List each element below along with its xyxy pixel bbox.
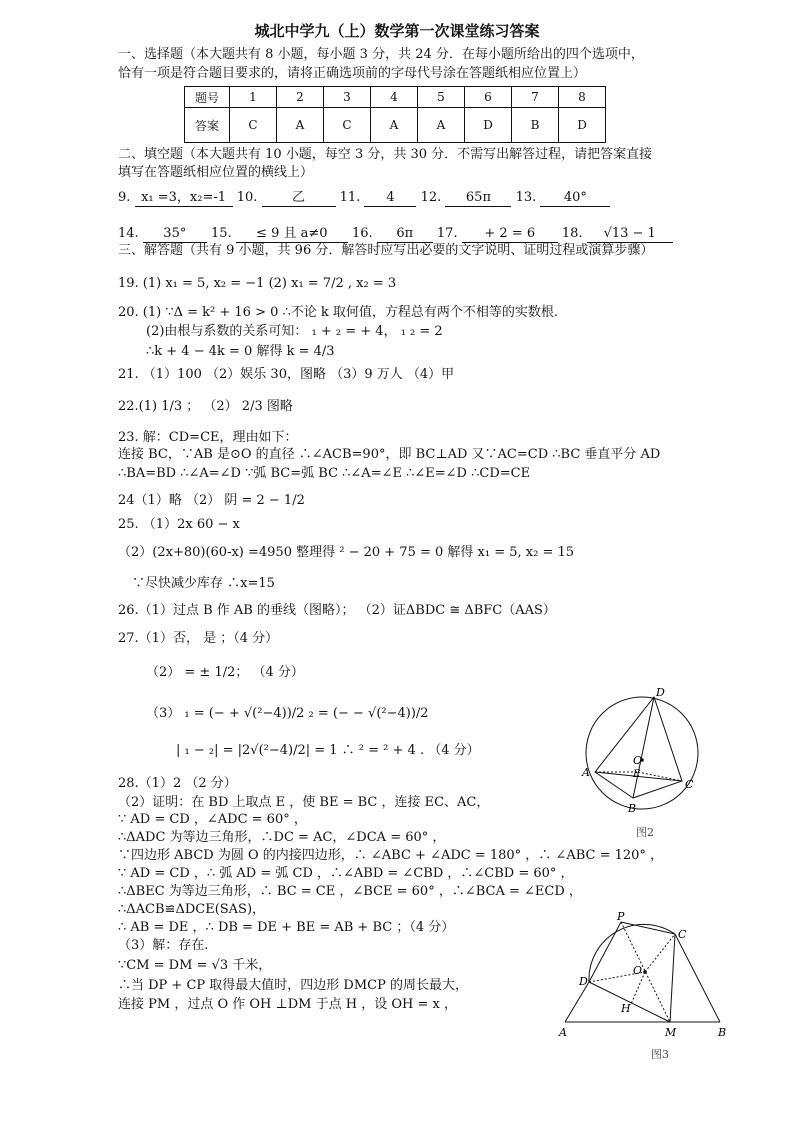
- table-answer-label: 答案: [185, 108, 230, 143]
- table-cell: A: [277, 108, 324, 143]
- fig2-label-a: A: [582, 766, 590, 779]
- fig2-label-c: C: [685, 778, 694, 791]
- table-cell: C: [230, 108, 277, 143]
- answer-23-1: 23. 解：CD=CE，理由如下：: [118, 430, 298, 445]
- fig3-center-point: [643, 970, 647, 974]
- fill-row-1: [118, 190, 610, 207]
- table-cell: 6: [465, 87, 512, 108]
- answer-27-4: | ₁ − ₂| = |2√(²−4)/2| = 1 ∴ ² = ² + 4 . （4 分）: [176, 743, 480, 758]
- section2-line1: 二、填空题（本大题共有 10 小题，每空 3 分，共 30 分．不需写出解答过程，请把答案直接: [118, 147, 653, 162]
- table-row-numbers: [185, 87, 606, 108]
- answer-23-3: ∴BA=BD ∴∠A=∠D ∵弧 BC=弧 BC ∴∠A=∠E ∴∠E=∠D ∴CD=CE: [118, 466, 531, 481]
- answer-21: 21. （1）100 （2）娱乐 30，图略 （3）9 万人 （4）甲: [118, 367, 455, 382]
- answer-25-2: （2）(2x+80)(60-x) =4950 整理得 ² − 20 + 75 = 0 解得 x₁ = 5, x₂ = 15: [118, 545, 575, 560]
- fig3-label-m: M: [665, 1026, 677, 1039]
- fig3-label-d: D: [579, 975, 588, 988]
- table-cell: A: [371, 108, 418, 143]
- q17-answer: + 2 = 6: [462, 226, 558, 243]
- q9-number: 9.: [118, 190, 131, 205]
- q12-answer: 65π: [445, 190, 511, 207]
- q14-number: 14.: [118, 226, 139, 241]
- q10-number: 10.: [236, 190, 258, 205]
- answer-25-1: 25. （1）2x 60 − x: [118, 517, 240, 532]
- q14-answer: 35°: [143, 226, 207, 243]
- q16-number: 16.: [351, 226, 373, 241]
- answer-28-10: （3）解：存在.: [118, 938, 209, 953]
- answer-20-1: 20. (1) ∵Δ = k² + 16 > 0 ∴不论 k 取何值，方程总有两个不相等的实数根.: [118, 305, 559, 320]
- section2-line2: 填写在答题纸相应位置的横线上）: [118, 165, 314, 180]
- q13-number: 13.: [515, 190, 537, 205]
- section1-line1: 一、选择题（本大题共有 8 小题，每小题 3 分，共 24 分．在每小题所给出的四个选项中，: [118, 47, 644, 62]
- fig3-side-bc: [675, 934, 720, 1022]
- fig3-line-pc: [621, 922, 675, 934]
- fig3-label-o: O: [633, 964, 643, 977]
- answer-28-3: ∵ AD = CD ，∠ADC = 60° ，: [118, 812, 307, 827]
- table-row-answers: [185, 108, 606, 143]
- fig3-line-mc: [670, 934, 675, 1022]
- q11-answer: 4: [364, 190, 416, 207]
- answer-23-2: 连接 BC，∵AB 是⊙O 的直径 ∴∠ACB=90°，即 BC⊥AD 又∵AC=CD ∴BC 垂直平分 AD: [118, 447, 661, 462]
- fig2-label-e: E: [633, 769, 641, 780]
- fill-row-2: [118, 226, 673, 243]
- answer-28-7: ∴ΔBEC 为等边三角形，∴ BC = CE ，∠BCE = 60° ，∴∠BCA = ∠ECD ，: [118, 884, 582, 899]
- answer-28-12: ∴当 DP + CP 取得最大值时，四边形 DMCP 的周长最大，: [118, 978, 468, 993]
- fig3-label-a: A: [559, 1026, 567, 1039]
- fig2-label-b: B: [628, 802, 637, 815]
- answer-28-11: ∵CM = DM = √3 千米，: [118, 958, 272, 973]
- table-cell: 8: [559, 87, 606, 108]
- answer-28-13: 连接 PM ，过点 O 作 OH ⊥DM 于点 H ，设 OH = x ，: [118, 997, 457, 1012]
- table-cell: 2: [277, 87, 324, 108]
- fig3-line-dp: [589, 922, 621, 982]
- fig3-label-c: C: [678, 928, 687, 941]
- figure-3: [555, 912, 733, 1064]
- fig2-dashed-ec: [638, 772, 682, 781]
- q9-answer: x₁ =3，x₂=-1: [135, 190, 233, 207]
- page-title: 城北中学九（上）数学第一次课堂练习答案: [254, 22, 540, 40]
- answer-27-3: （3） ₁ = (− + √(²−4))/2 ₂ = (− − √(²−4))/2: [146, 706, 429, 721]
- answer-table: [184, 86, 606, 143]
- fig3-label-p: P: [617, 912, 625, 923]
- table-cell: 3: [324, 87, 371, 108]
- fig2-diagonal-db: [633, 697, 654, 798]
- q17-number: 17.: [436, 226, 458, 241]
- table-cell: C: [324, 108, 371, 143]
- q18-number: 18.: [561, 226, 583, 241]
- answer-22: 22.(1) 1/3 ； （2） 2/3 图略: [118, 399, 293, 414]
- table-cell: D: [465, 108, 512, 143]
- q16-answer: 6π: [377, 226, 433, 243]
- table-header-label: 题号: [185, 87, 230, 108]
- fig2-label-d: D: [656, 686, 665, 699]
- fig3-side-ad: [565, 982, 589, 1022]
- fig3-caption: 图3: [651, 1048, 669, 1061]
- fig3-dashed-oc: [645, 934, 675, 972]
- section3-heading: 三、解答题（共有 9 小题，共 96 分．解答时应写出必要的文字说明、证明过程或演算步骤）: [118, 243, 654, 258]
- fig3-label-b: B: [718, 1026, 727, 1039]
- answer-24: 24（1）略 （2） 阴 = 2 − 1/2: [118, 493, 305, 508]
- figure-2: [570, 686, 720, 842]
- fig2-quadrilateral: [595, 697, 682, 798]
- answer-26: 26.（1）过点 B 作 AB 的垂线（图略）； （2）证ΔBDC ≅ ΔBFC（AAS）: [118, 603, 556, 618]
- table-cell: D: [559, 108, 606, 143]
- answer-20-2: (2)由根与系数的关系可知： ₁ + ₂ = + 4， ₁ ₂ = 2: [146, 324, 443, 339]
- answer-28-8: ∴ΔACB≌ΔDCE(SAS)，: [118, 902, 266, 917]
- answer-28-6: ∵ AD = CD ，∴ 弧 AD = 弧 CD ，∴∠ABD = ∠CBD ，∴∠CBD = 60° ，: [118, 866, 574, 881]
- answer-19: 19. (1) x₁ = 5, x₂ = −1 (2) x₁ = 7/2 , x₂ = 3: [118, 276, 397, 291]
- fig3-label-h: H: [621, 1002, 631, 1015]
- answer-20-3: ∴k + 4 − 4k = 0 解得 k = 4/3: [146, 344, 335, 359]
- q12-number: 12.: [420, 190, 442, 205]
- answer-28-4: ∴ΔADC 为等边三角形，∴DC = AC，∠DCA = 60° ，: [118, 830, 446, 845]
- section1-line2: 恰有一项是符合题目要求的，请将正确选项前的字母代号涂在答题纸相应位置上）: [118, 66, 587, 81]
- answer-28-9: ∴ AB = DE ，∴ DB = DE + BE = AB + BC ；（4 分）: [118, 920, 455, 935]
- answer-28-2: （2）证明：在 BD 上取点 E ，使 BE = BC ，连接 EC、AC，: [118, 795, 490, 810]
- q10-answer: 乙: [262, 190, 336, 207]
- table-cell: 1: [230, 87, 277, 108]
- fig2-label-o: O: [633, 754, 643, 767]
- table-cell: B: [512, 108, 559, 143]
- answer-25-3: ∵尽快减少库存 ∴x=15: [132, 576, 275, 591]
- q11-number: 11.: [339, 190, 361, 205]
- table-cell: 5: [418, 87, 465, 108]
- q18-answer: √13 − 1: [587, 226, 673, 243]
- fig3-arc: [589, 924, 675, 982]
- q15-number: 15.: [210, 226, 232, 241]
- answer-28-5: ∵四边形 ABCD 为圆 O 的内接四边形，∴ ∠ABC + ∠ADC = 180° ，∴ ∠ABC = 120° ，: [118, 848, 664, 863]
- table-cell: 7: [512, 87, 559, 108]
- q13-answer: 40°: [540, 190, 610, 207]
- answer-28-1: 28.（1）2 （2 分）: [118, 776, 237, 791]
- fig2-caption: 图2: [636, 826, 654, 839]
- answer-27-2: （2） = ± 1/2； （4 分）: [146, 665, 304, 680]
- table-cell: A: [418, 108, 465, 143]
- table-cell: 4: [371, 87, 418, 108]
- q15-answer: ≤ 9 且 a≠0: [236, 226, 348, 243]
- answer-27-1: 27.（1）否， 是 ；（4 分）: [118, 631, 279, 646]
